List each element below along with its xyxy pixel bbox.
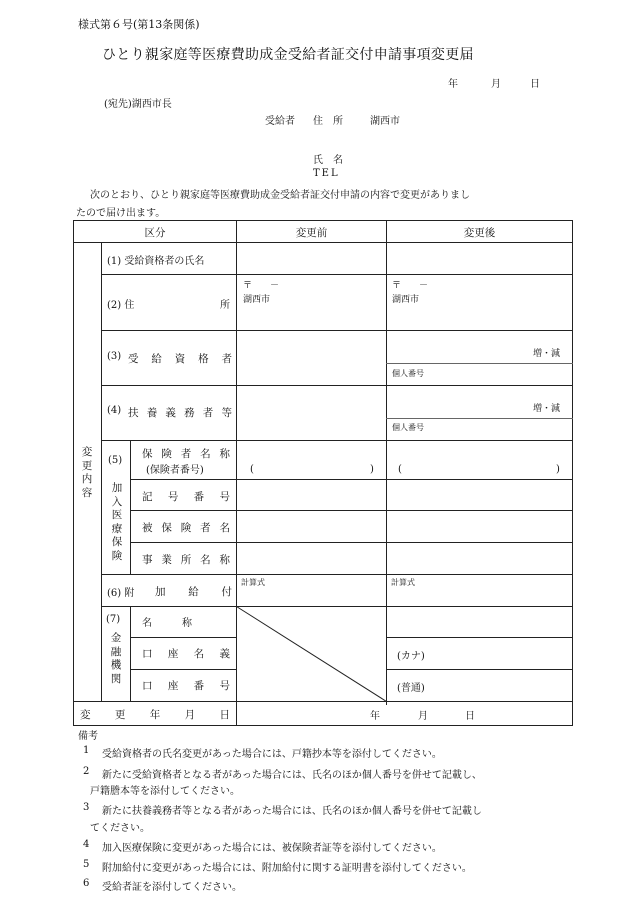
row-symbol-number-text: 記 号 番 号	[142, 491, 230, 503]
bank-group-label: 金融機関	[110, 632, 122, 685]
date-day-label: 日	[530, 79, 540, 90]
row-office-name	[142, 552, 230, 567]
note-5-num: 5	[83, 859, 90, 870]
row-insurer-name	[142, 446, 230, 461]
note-4-num: 4	[83, 839, 90, 850]
row-account-holder-text: 口 座 名 義	[142, 648, 230, 660]
row-qualified-num: (3)	[107, 351, 122, 362]
row-bank-name: 名 称	[142, 618, 192, 629]
row-account-holder	[142, 646, 230, 661]
row-support-obligor	[128, 405, 232, 420]
col-line-bank-group	[130, 606, 131, 701]
personal-no-3: 個人番号	[392, 369, 424, 378]
note-6-line-1: 受給者証を添付してください。	[102, 882, 242, 893]
note-2-line-2: 戸籍謄本等を添付してください。	[90, 786, 240, 797]
name-label: 氏 名	[313, 155, 343, 166]
row-extra-benefit-text: 加 給 付	[155, 586, 232, 598]
date-month-label: 月	[491, 79, 501, 90]
form-number: 様式第６号(第13条関係)	[78, 18, 200, 31]
before-calc: 計算式	[241, 578, 265, 587]
row-line-3	[101, 385, 573, 386]
after-kana: (カナ)	[397, 651, 425, 662]
form-title: ひとり親家庭等医療費助成金受給者証交付申請事項変更届	[102, 47, 474, 63]
row-insured-name-text: 被 保 険 者 名	[142, 522, 230, 534]
header-after: 変更後	[463, 227, 496, 239]
personal-no-4: 個人番号	[392, 423, 424, 432]
notes-heading: 備考	[78, 731, 98, 742]
date-row-day: 日	[465, 711, 475, 722]
row-line-7b-left	[130, 669, 237, 670]
row-line-5b	[130, 510, 573, 511]
header-category: 区分	[144, 227, 166, 239]
note-3-num: 3	[83, 802, 90, 813]
date-row-month: 月	[418, 711, 428, 722]
row-address-tail: 所	[220, 300, 230, 311]
table-border-left	[73, 220, 74, 726]
addressee: (宛先)湖西市長	[104, 99, 172, 110]
table-border-bottom	[73, 725, 573, 726]
personal-no-divider-4	[386, 418, 573, 419]
row-qualified-person	[128, 351, 232, 366]
row-line-5a	[130, 479, 573, 480]
row-support-num: (4)	[107, 405, 122, 416]
inc-dec-3: 増・減	[533, 349, 561, 359]
row-line-4	[101, 440, 573, 441]
row-extra-benefit	[155, 584, 232, 599]
row-line-7a-right	[386, 637, 573, 638]
row-account-number	[142, 678, 230, 693]
table-border-top	[73, 220, 573, 221]
applicant-label: 受給者	[265, 116, 295, 127]
tel-label: TEL	[313, 168, 340, 179]
row-change-date-text: 変 更 年 月 日	[80, 709, 230, 721]
note-5-line-1: 附加給付に変更があった場合には、附加給付に関する証明書を添付してください。	[102, 863, 472, 874]
diagonal-slash	[236, 606, 387, 702]
address-label: 住 所	[313, 116, 343, 127]
after-city: 湖西市	[392, 295, 420, 305]
before-insurer-paren-close: )	[370, 464, 374, 475]
row-line-header	[73, 242, 573, 243]
change-content-label: 変更内容	[81, 446, 93, 499]
row-insurer-number: (保険者番号)	[146, 465, 204, 476]
row-address-num: (2) 住	[107, 300, 135, 311]
note-4-line-1: 加入医療保険に変更があった場合には、被保険者証等を添付してください。	[102, 843, 442, 854]
row-line-1	[101, 274, 573, 275]
note-3-line-1: 新たに扶養義務者等となる者があった場合には、氏名のほか個人番号を併せて記載し	[102, 806, 482, 817]
row-change-date	[80, 707, 230, 722]
note-2-num: 2	[83, 766, 90, 777]
note-1-num: 1	[83, 745, 90, 756]
intro-line-2: たので届け出ます。	[76, 208, 166, 219]
after-futsu: (普通)	[397, 683, 425, 694]
inc-dec-4: 増・減	[533, 404, 561, 414]
table-border-right	[572, 220, 573, 726]
insurance-group-label: 加入医療保険	[111, 482, 123, 562]
note-1-line-1: 受給資格者の氏名変更があった場合には、戸籍抄本等を添付してください。	[102, 749, 442, 760]
after-calc: 計算式	[391, 578, 415, 587]
row-insurance-num: (5)	[108, 455, 123, 466]
after-insurer-paren-close: )	[556, 464, 560, 475]
row-account-number-text: 口 座 番 号	[142, 680, 230, 692]
col-line-category	[101, 242, 102, 701]
note-6-num: 6	[83, 878, 90, 889]
note-3-line-2: てください。	[90, 823, 150, 834]
before-city: 湖西市	[243, 295, 271, 305]
row-line-5c	[130, 542, 573, 543]
row-line-2	[101, 330, 573, 331]
date-row-year: 年	[370, 711, 380, 722]
intro-line-1: 次のとおり、ひとり親家庭等医療費助成金受給者証交付申請の内容で変更がありまし	[90, 190, 470, 201]
row-qualified-person-text: 受 給 資 格 者	[128, 353, 232, 365]
before-postal-mark: 〒 －	[243, 281, 280, 291]
row-bank-num: (7)	[106, 614, 121, 625]
row-recipient-name: (1) 受給資格者の氏名	[107, 256, 205, 267]
row-office-name-text: 事 業 所 名 称	[142, 554, 230, 566]
row-symbol-number	[142, 489, 230, 504]
col-line-insurance-group	[130, 440, 131, 574]
date-year-label: 年	[448, 79, 458, 90]
after-postal-mark: 〒 －	[392, 281, 429, 291]
row-line-7b-right	[386, 669, 573, 670]
row-insured-name	[142, 520, 230, 535]
row-support-obligor-text: 扶 養 義 務 者 等	[128, 407, 232, 419]
row-insurer-name-text: 保 険 者 名 称	[142, 448, 230, 460]
before-insurer-paren-open: (	[250, 464, 254, 475]
address-value: 湖西市	[370, 116, 400, 127]
row-extra-benefit-num: (6) 附	[107, 588, 135, 599]
header-before: 変更前	[295, 227, 328, 239]
row-line-7a-left	[130, 637, 237, 638]
row-line-5d	[101, 574, 573, 575]
after-insurer-paren-open: (	[398, 464, 402, 475]
note-2-line-1: 新たに受給資格者となる者があった場合には、氏名のほか個人番号を併せて記載し、	[102, 770, 482, 781]
personal-no-divider-3	[386, 363, 573, 364]
